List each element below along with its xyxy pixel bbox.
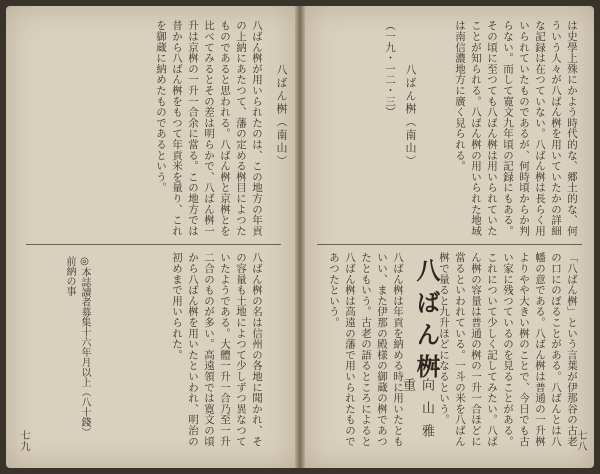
left-page-number: 七九 [18, 430, 29, 452]
right-running-head: 八ばん桝（南山） [404, 64, 417, 168]
article-body-text: 「八ばん桝」という言葉が伊那谷の古老の口にのぼることがある。八ばんとは八幡の意である。八ばん桝は普通の一升桝よりやや大きい桝のことで、今日でも古い家に残つているのを見ることがある。これについて少しく記してみたい。八ばん桝の容量は普通の桝の一升一合ほどに當るといわれている。一斗の米を八ばん桝で量ると九升ほどになるという。 [438, 252, 578, 447]
left-upper-text: 八ばん桝が用いられたのは、この地方の年貢の上納にあたつて、藩の定める桝目によつたものであると思われる。八ばん桝と京桝とを比べてみるとその差は明らかで、八ばん桝一升は京桝の一升一合余に當る。この地方では昔から八ばん桝をもつて年貢米を量り、これを御蔵に納めたものであるという。 [155, 20, 263, 236]
article-title: 八ばん桝 [412, 258, 441, 386]
article-author: 向山雅重 [400, 378, 434, 447]
right-upper-text-2: （一九・一二・三） [384, 20, 396, 118]
right-upper-text: は史學上殊にかよう時代的な、郷土的な、何ういう人々が八ばん桝を用いていたかの詳細な記録は在つていない。八ばん桝は長らく用いられていたものであるが、何時頃からか判らない。而して寛文九年頃の記録にもある。その頃に至つても八ばん桝は用いられていたことが知られる。八ばん桝の用いられた地域は南信濃地方に廣く見られる。 [454, 20, 578, 236]
left-lower-text: 八ばん桝の名は信州の各地に聞かれ、その容量も土地によつて少しずつ異なつていたようである。大體一升一合乃至一升二合のものが多い。高遠領では寛文の頃から八ばん桝を用いたといわれ、明治の初めまで用いられた。 [171, 252, 263, 447]
left-running-head: 八ばん桝（南山） [275, 64, 288, 168]
right-divider [317, 244, 582, 245]
right-page [305, 6, 594, 468]
book-gutter [295, 6, 305, 468]
right-page-number: 七八 [575, 430, 586, 452]
left-page [6, 6, 295, 468]
left-divider [26, 244, 281, 245]
article-body-text-2: 八ばん桝は年貢を納める時に用いたともいい、また伊那の殿様の御蔵の桝であつたともいう。古老の語るところによると八ばん桝は高遠の藩で用いられたものであつたという。 [328, 252, 404, 447]
subscription-note: ◎本誌讀者募集十六年月以上（八十錢）前納の事 [64, 256, 90, 432]
